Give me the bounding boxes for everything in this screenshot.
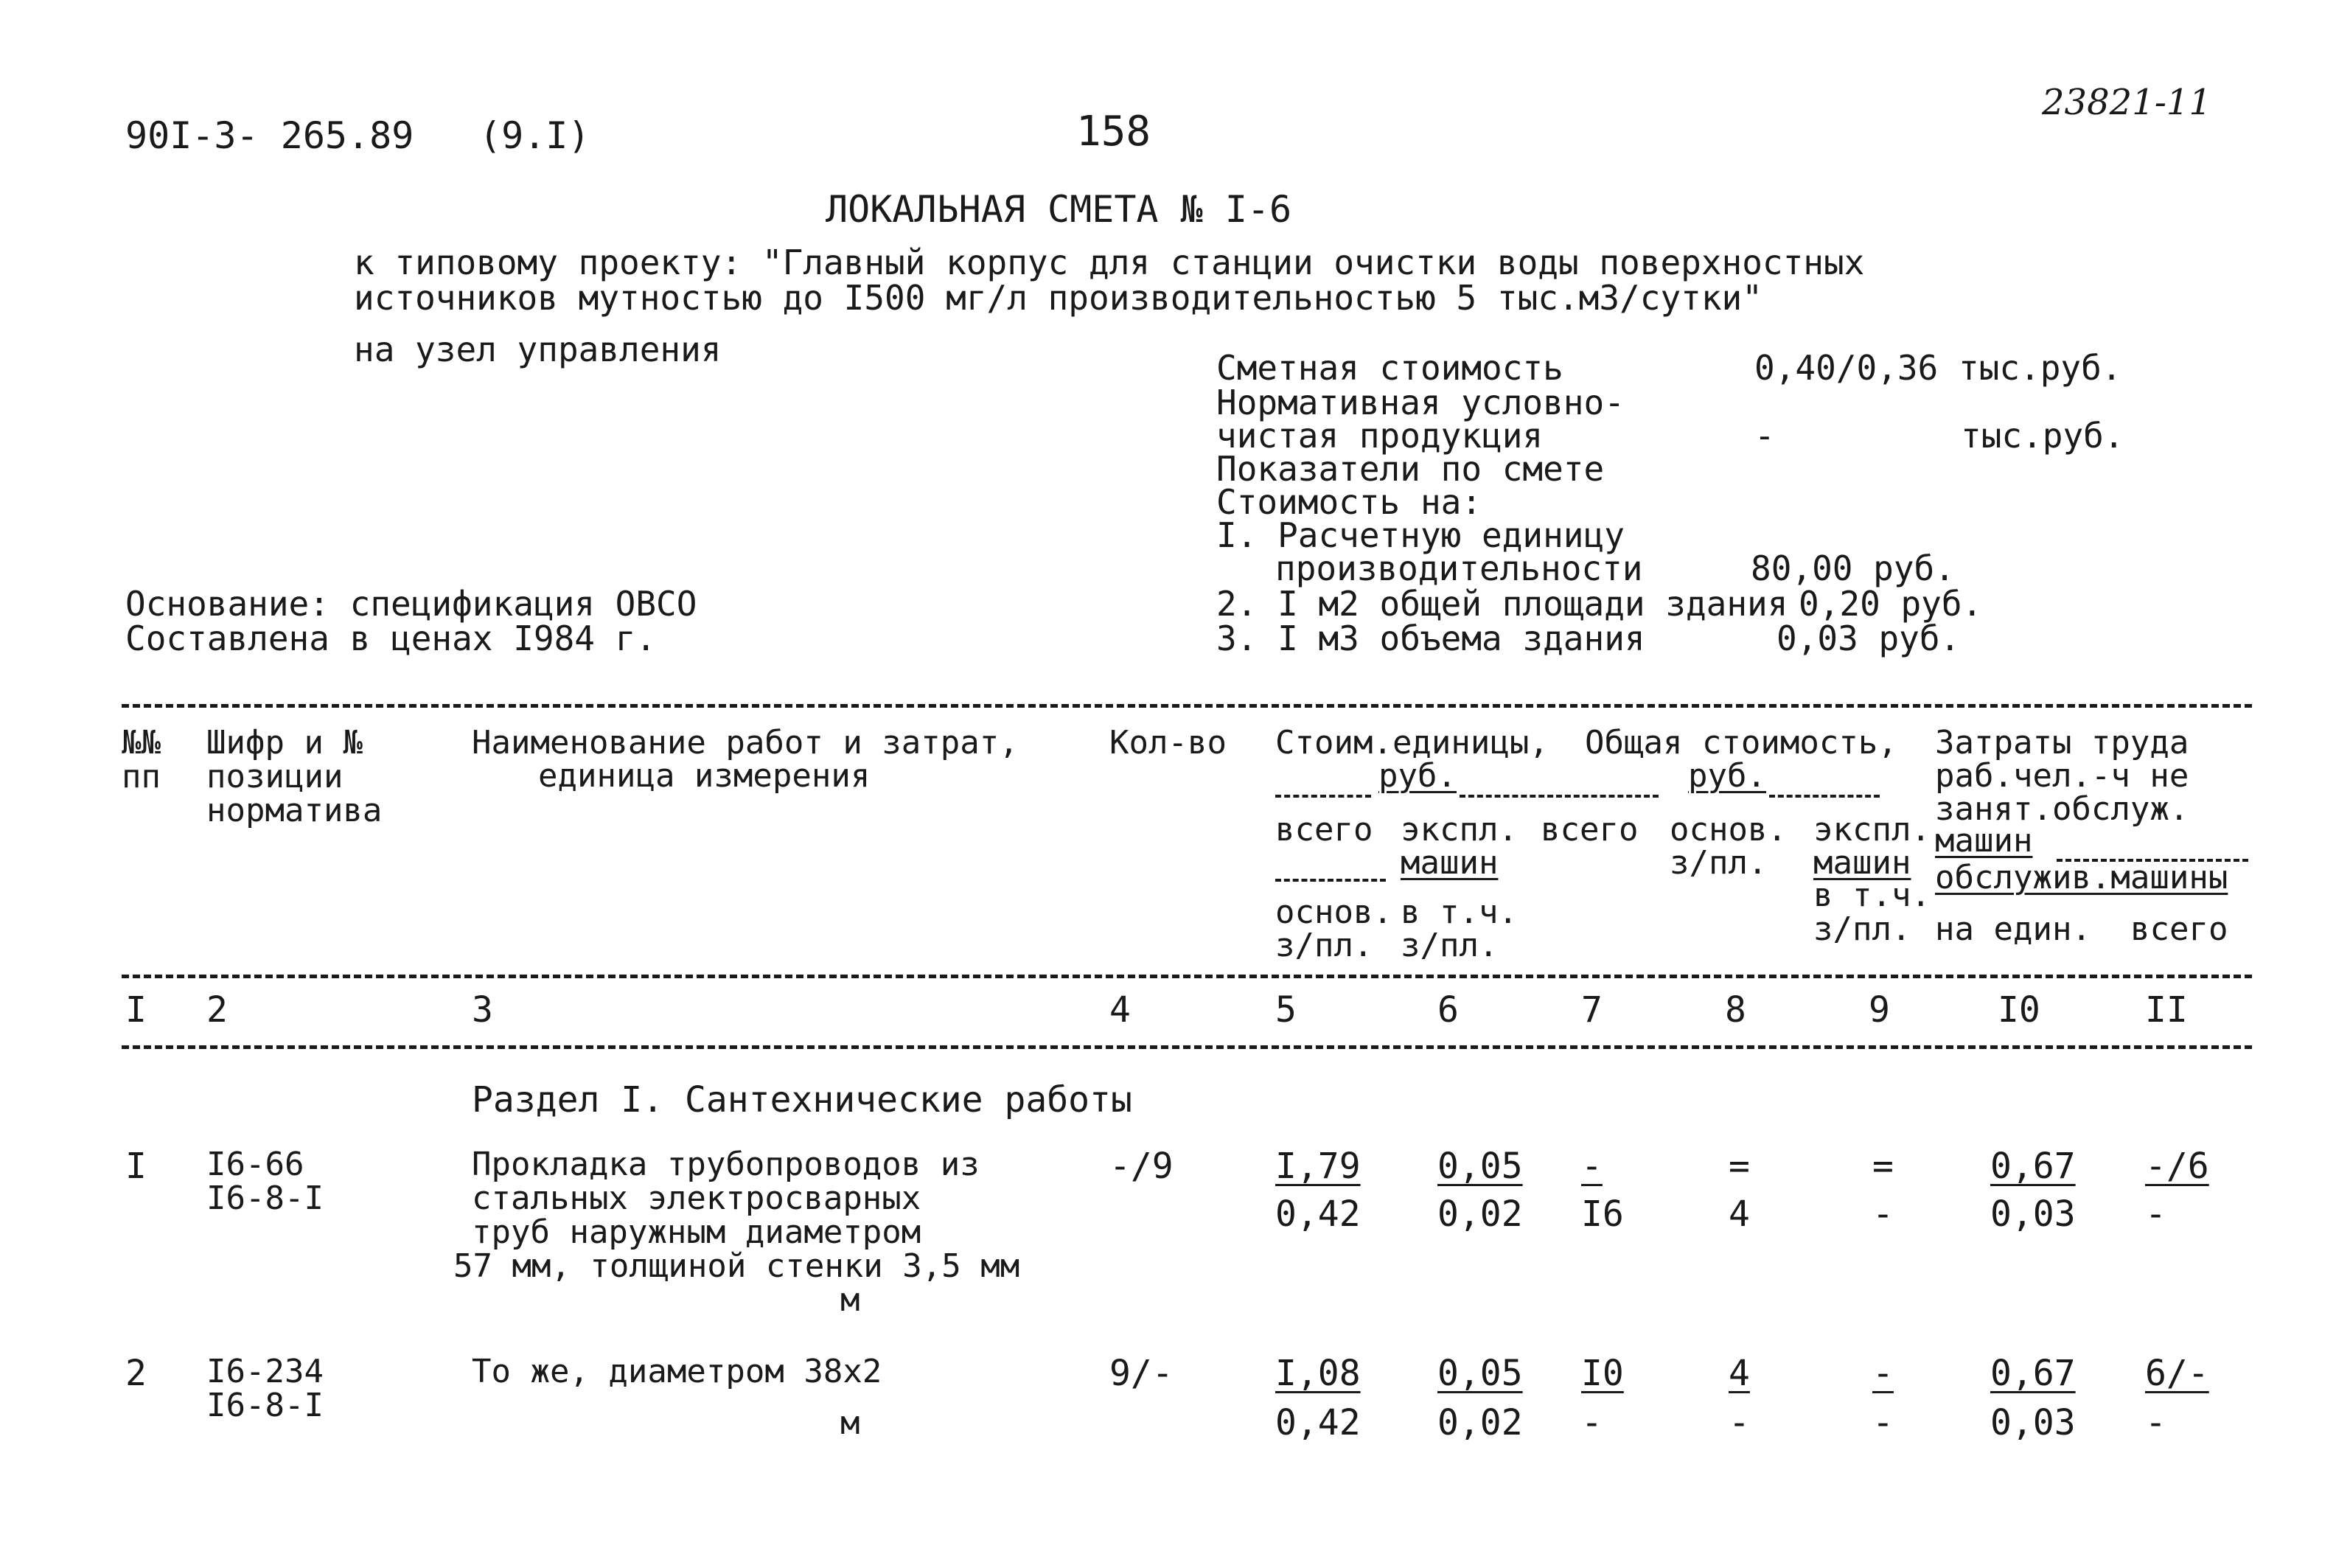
section-reference: (9.I) (479, 114, 590, 157)
row-2-c11-top: 6/- (2145, 1353, 2209, 1394)
row-1-unit: м (840, 1281, 860, 1319)
column-number: 4 (1109, 989, 1131, 1031)
document-code: 90I-3- 265.89 (125, 114, 414, 157)
header-unit-cost: Стоим.единицы, (1275, 724, 1549, 762)
norm-label-1: Нормативная условно- (1216, 383, 1625, 422)
row-1-name-line-1: Прокладка трубопроводов из (472, 1146, 980, 1183)
row-1-name-line-2: стальных электросварных (472, 1180, 921, 1217)
row-2-qty: 9/- (1109, 1353, 1174, 1394)
column-numbers-rule (122, 1045, 2252, 1049)
row-1-c8-top: = (1729, 1146, 1750, 1187)
header-sub-expl2: экспл. (1813, 811, 1931, 849)
row-2-unit: м (840, 1404, 860, 1442)
column-number: 2 (206, 989, 228, 1031)
indicator-3-value: 0,03 руб. (1777, 619, 1961, 658)
header-unit-cost-rub: руб. (1378, 757, 1457, 795)
row-1-c11-bottom: - (2145, 1194, 2166, 1235)
header-per-unit: на един. (1935, 910, 2091, 948)
cost-label: Сметная стоимость (1216, 348, 1563, 388)
row-2-c6-bottom: 0,02 (1437, 1402, 1523, 1443)
table-top-rule (122, 704, 2252, 708)
header-col-number: №№ пп (122, 724, 161, 795)
column-number: 6 (1437, 989, 1459, 1031)
header-sub-osn-zpl2: з/пл. (1275, 927, 1373, 964)
header-labor-3: занят.обслуж. (1935, 790, 2189, 828)
row-1-name-line-4: 57 мм, толщиной стенки 3,5 мм (453, 1247, 1020, 1285)
column-number: 3 (472, 989, 493, 1031)
norm-unit: тыс.руб. (1961, 416, 2124, 456)
column-number: 8 (1725, 989, 1746, 1031)
cost-on-label: Стоимость на: (1216, 482, 1482, 522)
row-2-c5-top: I,08 (1275, 1353, 1361, 1394)
header-sub-total: всего (1275, 811, 1373, 849)
row-1-c10-bottom: 0,03 (1990, 1194, 2076, 1235)
header-sub-zpl2: з/пл. (1813, 910, 1911, 948)
row-1-c5-top: I,79 (1275, 1146, 1361, 1187)
row-2-code-2: I6-8-I (206, 1387, 324, 1424)
project-line-2: источников мутностью до I500 мг/л производительностью 5 тыс.м3/сутки" (354, 278, 1762, 318)
project-line-1: к типовому проекту: "Главный корпус для станции очистки воды поверхностных (354, 243, 1865, 282)
header-col-code: Шифр и № позиции норматива (206, 724, 383, 829)
header-col-qty: Кол-во (1109, 724, 1227, 762)
header-total: всего (2130, 910, 2228, 948)
row-1-c9-top: = (1872, 1146, 1894, 1187)
header-rule (1769, 795, 1880, 798)
column-number: 9 (1869, 989, 1890, 1031)
indicator-1-value: 80,00 руб. (1751, 548, 1955, 588)
row-1-name-line-3: труб наружным диаметром (472, 1213, 921, 1251)
row-1-number: I (125, 1146, 147, 1187)
row-2-c11-bottom: - (2145, 1402, 2166, 1443)
norm-label-2: чистая продукция (1216, 416, 1544, 456)
row-2-c10-bottom: 0,03 (1990, 1402, 2076, 1443)
row-2-c6-top: 0,05 (1437, 1353, 1523, 1394)
row-1-qty: -/9 (1109, 1146, 1174, 1187)
header-labor-5: обслужив.машины (1935, 859, 2228, 896)
header-sub-osn: основ. (1670, 811, 1787, 849)
row-1-c5-bottom: 0,42 (1275, 1194, 1361, 1235)
column-number: 5 (1275, 989, 1297, 1031)
row-1-c8-bottom: 4 (1729, 1194, 1750, 1235)
row-1-c11-top: -/6 (2145, 1146, 2209, 1187)
column-number: 7 (1581, 989, 1603, 1031)
column-number: I0 (1998, 989, 2040, 1031)
page-number: 158 (1076, 108, 1151, 156)
document-title: ЛОКАЛЬНАЯ СМЕТА № I-6 (826, 188, 1292, 231)
column-number: II (2145, 989, 2188, 1031)
header-labor-1: Затраты труда (1935, 724, 2189, 762)
handwritten-number: 23821-11 (2042, 82, 2211, 123)
row-2-c7-bottom: - (1581, 1402, 1603, 1443)
row-2-number: 2 (125, 1353, 147, 1394)
indicator-2-label: 2. I м2 общей площади здания (1216, 584, 1788, 624)
header-col-name-line2: единица измерения (538, 757, 871, 795)
row-2-c8-top: 4 (1729, 1353, 1750, 1394)
header-sub-vtch2: в т.ч. (1401, 893, 1518, 931)
row-2-c9-top: - (1872, 1353, 1894, 1394)
row-1-c10-top: 0,67 (1990, 1146, 2076, 1187)
basis-line: Основание: спецификация ОВСО (125, 584, 697, 624)
row-2-c7-top: I0 (1581, 1353, 1624, 1394)
row-1-c7-bottom: I6 (1581, 1194, 1624, 1235)
row-2-c9-bottom: - (1872, 1402, 1894, 1443)
header-sub-expl: экспл. (1401, 811, 1518, 849)
header-rule (1275, 879, 1386, 882)
prices-line: Составлена в ценах I984 г. (125, 619, 657, 658)
header-labor-2: раб.чел.-ч не (1935, 757, 2189, 795)
row-1-c6-bottom: 0,02 (1437, 1194, 1523, 1235)
header-total-cost: Общая стоимость, (1585, 724, 1897, 762)
indicator-3-label: 3. I м3 объема здания (1216, 619, 1645, 658)
header-rule (1275, 795, 1371, 798)
header-total-cost-rub: руб. (1688, 757, 1766, 795)
indicator-1-line-2: производительности (1275, 548, 1643, 588)
cost-value: 0,40/0,36 тыс.руб. (1754, 348, 2122, 388)
header-sub-vtch-zpl: з/пл. (1401, 927, 1499, 964)
header-sub-mach: машин (1401, 844, 1499, 882)
row-1-c7-top: - (1581, 1146, 1603, 1187)
header-sub-zpl: з/пл. (1670, 844, 1768, 882)
table-header-rule (122, 975, 2252, 978)
row-2-name-line-1: То же, диаметром 38х2 (472, 1353, 882, 1390)
row-1-c9-bottom: - (1872, 1194, 1894, 1235)
norm-value: - (1754, 416, 1775, 456)
row-2-code-1: I6-234 (206, 1353, 324, 1390)
row-2-c10-top: 0,67 (1990, 1353, 2076, 1394)
header-sub-vtch: в т.ч. (1813, 877, 1931, 914)
indicator-1-line-1: I. Расчетную единицу (1216, 515, 1625, 555)
header-col-name-line1: Наименование работ и затрат, (472, 724, 1019, 762)
header-sub-osn-zpl: основ. (1275, 893, 1392, 931)
section-title: Раздел I. Сантехнические работы (472, 1079, 1132, 1121)
row-2-c8-bottom: - (1729, 1402, 1750, 1443)
header-labor-4: машин (1935, 822, 2033, 860)
indicator-2-value: 0,20 руб. (1799, 584, 1983, 624)
row-2-c5-bottom: 0,42 (1275, 1402, 1361, 1443)
column-number: I (125, 989, 147, 1031)
row-1-code-1: I6-66 (206, 1146, 304, 1183)
indicators-label: Показатели по смете (1216, 449, 1605, 489)
row-1-c6-top: 0,05 (1437, 1146, 1523, 1187)
header-sub-mach2: машин (1813, 844, 1911, 882)
row-1-code-2: I6-8-I (206, 1180, 324, 1217)
subject-line: на узел управления (354, 330, 722, 369)
header-sub-total2: всего (1541, 811, 1639, 849)
header-rule (1460, 795, 1659, 798)
